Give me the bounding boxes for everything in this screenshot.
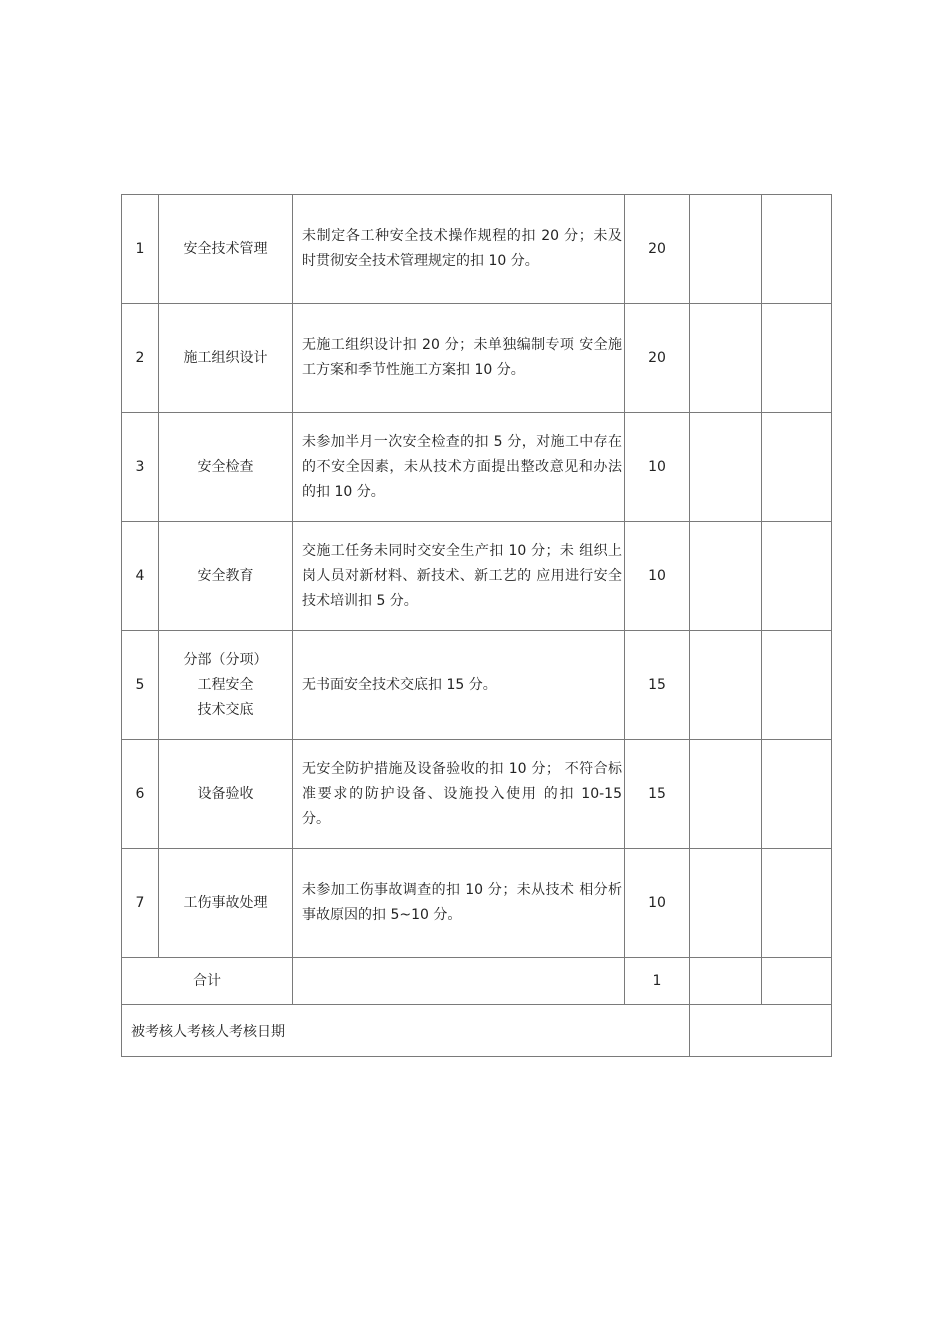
total-deduction-cell[interactable]: [690, 958, 762, 1005]
deduction-criteria: 未参加半月一次安全检查的扣 5 分，对施工中存在的不安全因素，未从技术方面提出整改意见和办法的扣 10 分。: [293, 413, 625, 522]
total-row: [122, 958, 832, 1005]
deduction-cell[interactable]: [690, 740, 762, 849]
assessment-table: [121, 194, 832, 1057]
standard-score: 10: [625, 413, 690, 522]
item-name: 安全教育: [159, 522, 293, 631]
table-row: [122, 195, 832, 304]
total-criteria-cell: [293, 958, 625, 1005]
actual-score-cell[interactable]: [762, 522, 832, 631]
table-row: [122, 522, 832, 631]
standard-score: 15: [625, 740, 690, 849]
table-row: [122, 631, 832, 740]
deduction-criteria: 无施工组织设计扣 20 分；未单独编制专项 安全施工方案和季节性施工方案扣 10 分。: [293, 304, 625, 413]
total-score: 1: [625, 958, 690, 1005]
table-row: [122, 740, 832, 849]
signature-label: 被考核人考核人考核日期: [122, 1005, 690, 1057]
row-number: 2: [122, 304, 159, 413]
deduction-cell[interactable]: [690, 413, 762, 522]
total-actual-cell[interactable]: [762, 958, 832, 1005]
deduction-cell[interactable]: [690, 195, 762, 304]
deduction-criteria: 无书面安全技术交底扣 15 分。: [293, 631, 625, 740]
deduction-cell[interactable]: [690, 849, 762, 958]
deduction-criteria: 无安全防护措施及设备验收的扣 10 分； 不符合标准要求的防护设备、设施投入使用 的扣 10-15 分。: [293, 740, 625, 849]
row-number: 4: [122, 522, 159, 631]
item-name: 设备验收: [159, 740, 293, 849]
deduction-criteria: 交施工任务未同时交安全生产扣 10 分；未 组织上岗人员对新材料、新技术、新工艺的 应用进行安全技术培训扣 5 分。: [293, 522, 625, 631]
standard-score: 15: [625, 631, 690, 740]
signature-cell[interactable]: [690, 1005, 832, 1057]
actual-score-cell[interactable]: [762, 631, 832, 740]
total-label: 合计: [122, 958, 293, 1005]
item-name: 施工组织设计: [159, 304, 293, 413]
item-name: 工伤事故处理: [159, 849, 293, 958]
table-row: [122, 849, 832, 958]
deduction-cell[interactable]: [690, 631, 762, 740]
deduction-criteria: 未制定各工种安全技术操作规程的扣 20 分；未及时贯彻安全技术管理规定的扣 10 分。: [293, 195, 625, 304]
deduction-criteria: 未参加工伤事故调查的扣 10 分；未从技术 相分析事故原因的扣 5~10 分。: [293, 849, 625, 958]
item-name-line: 工程安全: [197, 676, 254, 693]
item-name-line: 技术交底: [197, 701, 254, 718]
row-number: 7: [122, 849, 159, 958]
table-row: [122, 304, 832, 413]
standard-score: 10: [625, 849, 690, 958]
deduction-cell[interactable]: [690, 522, 762, 631]
actual-score-cell[interactable]: [762, 849, 832, 958]
actual-score-cell[interactable]: [762, 195, 832, 304]
table-row: [122, 413, 832, 522]
actual-score-cell[interactable]: [762, 740, 832, 849]
row-number: 1: [122, 195, 159, 304]
standard-score: 20: [625, 195, 690, 304]
standard-score: 20: [625, 304, 690, 413]
actual-score-cell[interactable]: [762, 304, 832, 413]
row-number: 3: [122, 413, 159, 522]
item-name-line: 分部（分项）: [183, 651, 268, 668]
item-name: [159, 631, 293, 740]
row-number: 5: [122, 631, 159, 740]
row-number: 6: [122, 740, 159, 849]
actual-score-cell[interactable]: [762, 413, 832, 522]
signature-row: [122, 1005, 832, 1057]
deduction-cell[interactable]: [690, 304, 762, 413]
standard-score: 10: [625, 522, 690, 631]
item-name: 安全技术管理: [159, 195, 293, 304]
item-name: 安全检查: [159, 413, 293, 522]
